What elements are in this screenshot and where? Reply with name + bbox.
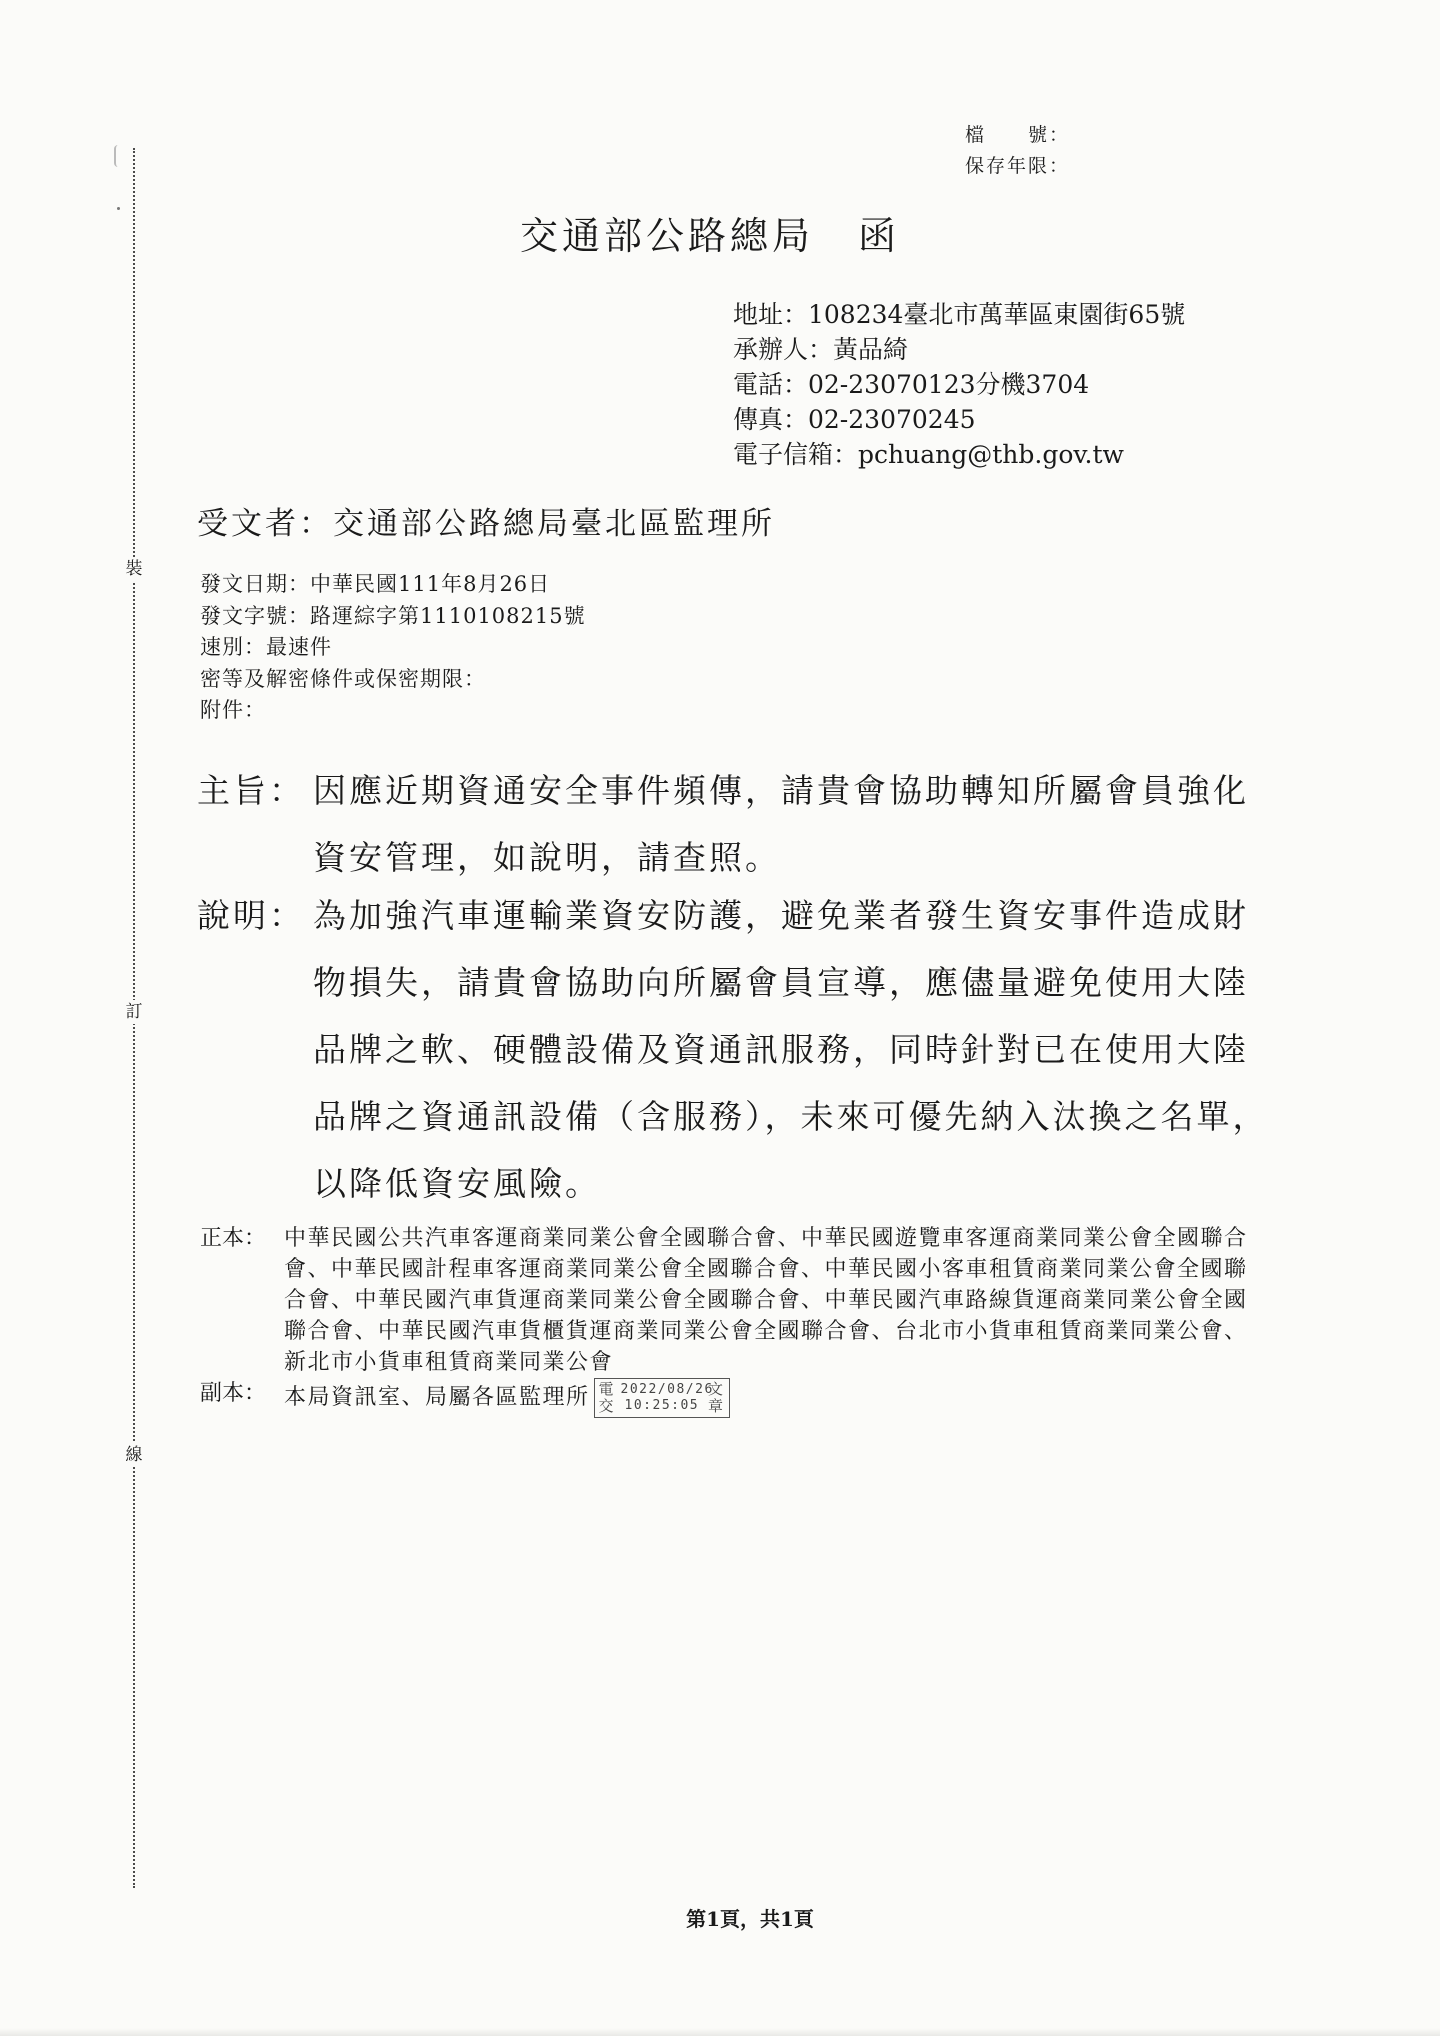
copy-text: 本局資訊室、局屬各區監理所 [284, 1385, 590, 1410]
contact-address: 地址：108234臺北市萬華區東園街65號 [733, 300, 1186, 329]
copy-label: 副本： [200, 1381, 267, 1406]
recipient: 受文者：交通部公路總局臺北區監理所 [197, 506, 775, 542]
file-number: 檔 號： [965, 124, 1071, 146]
electronic-stamp [594, 1378, 730, 1418]
speed-class: 速別：最速件 [200, 635, 332, 659]
page-number: 第1頁，共1頁 [686, 1907, 814, 1931]
doc-type: 函 [858, 214, 901, 258]
attachments: 附件： [200, 698, 266, 722]
stamp-char-wen: 文 [708, 1380, 725, 1398]
subject-label: 主旨： [197, 771, 305, 810]
contact-block [733, 297, 1185, 472]
original-recipients [200, 1223, 1270, 1378]
document-title [520, 205, 900, 260]
secrecy-level: 密等及解密條件或保密期限： [200, 666, 486, 691]
contact-handler: 承辦人：黃品綺 [733, 335, 909, 364]
stamp-date: 2022/08/26 [620, 1382, 714, 1397]
scan-dot [117, 207, 120, 210]
original-label: 正本： [200, 1226, 267, 1251]
binding-char-xian: 線 [122, 1443, 146, 1467]
stamp-char-zhang: 章 [708, 1397, 725, 1415]
contact-email: 電子信箱：pchuang@thb.gov.tw [733, 440, 1124, 469]
binding-char-ding: 訂 [122, 1000, 146, 1024]
explanation-text: 為加強汽車運輸業資安防護，避免業者發生資安事件造成財物損失，請貴會協助向所屬會員宣導，應儘量避免使用大陸品牌之軟、硬體設備及資通訊服務，同時針對已在使用大陸品牌之資通訊設備（含服務），未來可優先納入汰換之名單，以降低資安風險。 [313, 896, 1269, 1203]
doc-meta [200, 569, 586, 727]
binding-char-zhuang: 裝 [122, 557, 146, 581]
contact-phone: 電話：02-23070123分機3704 [733, 370, 1090, 399]
retention-period: 保存年限： [965, 155, 1071, 177]
distribution [200, 1223, 1270, 1418]
stamp-char-dian: 電 [598, 1380, 616, 1398]
issue-number: 發文字號：路運綜字第1110108215號 [200, 603, 586, 628]
original-text: 中華民國公共汽車客運商業同業公會全國聯合會、中華民國遊覽車客運商業同業公會全國聯合會、中華民國計程車客運商業同業公會全國聯合會、中華民國小客車租賃商業同業公會全國聯合會、中華民國汽車貨運商業同業公會全國聯合會、中華民國汽車路線貨運商業同業公會全國聯合會、中華民國汽車貨櫃貨運商業同業公會全國聯合會、台北市小貨車租賃商業同業公會、新北市小貨車租賃商業同業公會 [284, 1226, 1248, 1375]
scan-artifact [114, 145, 122, 167]
file-meta [965, 120, 1070, 182]
scan-shadow [0, 2028, 1440, 2036]
stamp-time: 10:25:05 [624, 1398, 700, 1413]
agency-name: 交通部公路總局 [520, 214, 815, 258]
subject-text: 因應近期資通安全事件頻傳，請貴會協助轉知所屬會員強化資安管理，如說明，請查照。 [313, 771, 1249, 877]
copy-recipients [200, 1378, 1270, 1418]
issue-date: 發文日期：中華民國111年8月26日 [200, 572, 551, 596]
contact-fax: 傳真：02-23070245 [733, 405, 976, 434]
explanation-label: 說明： [197, 896, 305, 935]
explanation-section [197, 882, 1269, 1217]
stamp-char-jiao: 交 [598, 1397, 616, 1415]
subject-section [197, 757, 1269, 891]
